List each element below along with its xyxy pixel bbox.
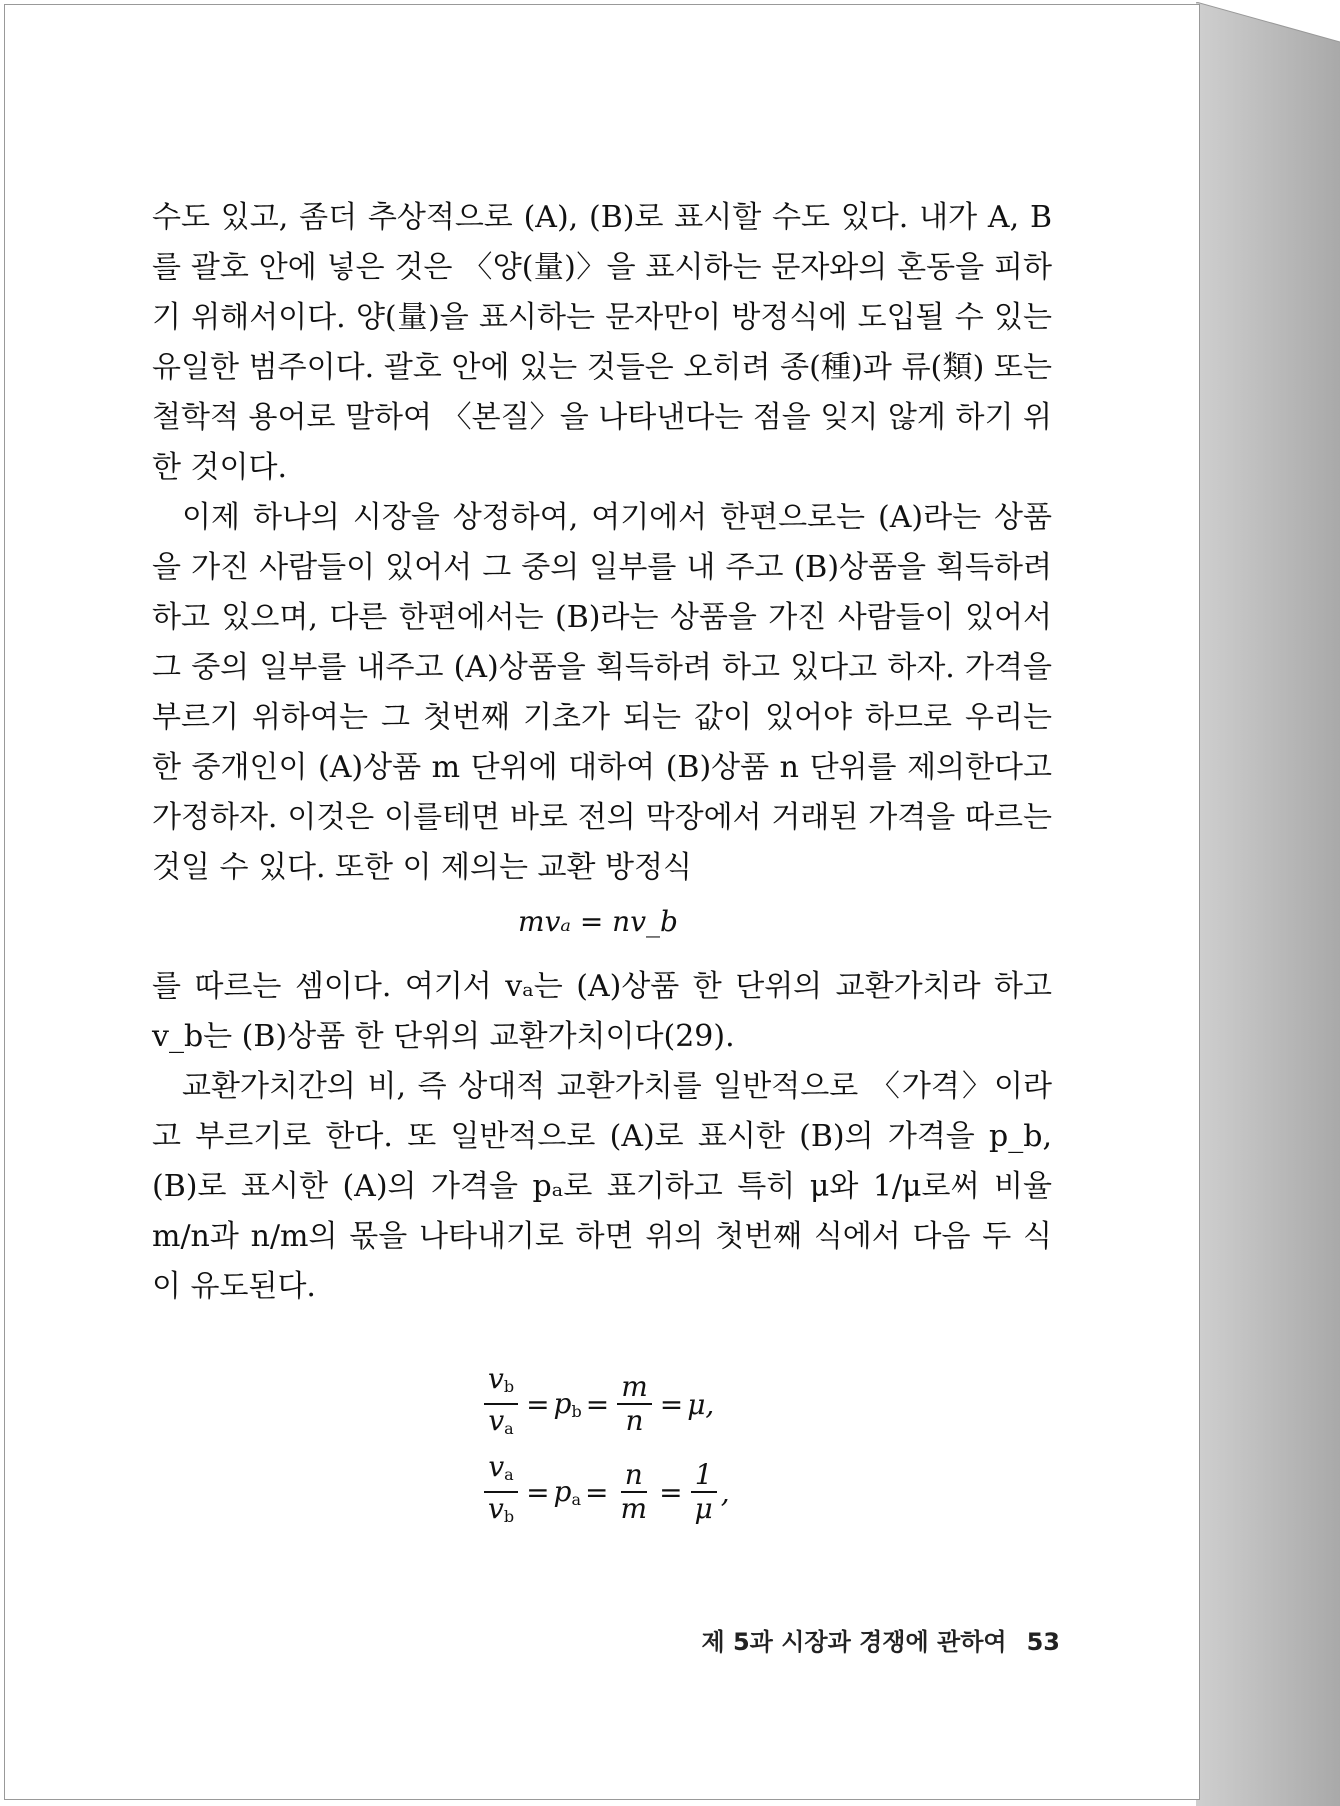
paragraph: 를 따르는 셈이다. 여기서 vₐ는 (A)상품 한 단위의 교환가치라 하고 v_b는 (B)상품 한 단위의 교환가치이다(29). xyxy=(152,969,1052,1054)
fraction: $\frac{vb}{va}$ xyxy=(484,1363,518,1445)
page-footer xyxy=(640,1622,1060,1657)
page-edge-shadow xyxy=(1196,2,1340,1806)
equation-text: mvₐ = nv_b xyxy=(518,905,678,938)
price-symbol: pa xyxy=(553,1475,582,1509)
fraction: $\frac{va}{vb}$ xyxy=(484,1451,518,1533)
formula-row-2: $\frac{va}{vb}$ = pa = $\frac{n}{m}$ = $\frac{1}{\mu}$ , xyxy=(480,1448,780,1536)
paragraph: 이제 하나의 시장을 상정하여, 여기에서 한편으로는 (A)라는 상품을 가진 사람들이 있어서 그 중의 일부를 내 주고 (B)상품을 획득하려 하고 있으며, 다른 한편에서는 (B)라는 상품을 가진 사람들이 있어서 그 중의 일부를 내주고 (A)상품을 획득하려 하고 있다고 하자. 가격을 부르기 위하여는 그 첫번째 기초가 되는 값이 있어야 하므로 우리는 한 중개인이 (A)상품 m 단위에 대하여 (B)상품 n 단위를 제의한다고 가정하자. 이것은 이를테면 바로 전의 막장에서 거래된 가격을 따르는 것일 수 있다. 또한 이 제의는 교환 방정식 xyxy=(152,500,1052,885)
body-text-top xyxy=(152,193,1052,893)
formula-comma: , xyxy=(720,1475,730,1509)
mu-symbol: μ, xyxy=(687,1387,715,1421)
fraction: $\frac{1}{\mu}$ xyxy=(691,1459,717,1525)
paragraph: 수도 있고, 좀더 추상적으로 (A), (B)로 표시할 수도 있다. 내가 A, B를 괄호 안에 넣은 것은 〈양(量)〉을 표시하는 문자와의 혼동을 피하기 위해서이다. 양(量)을 표시하는 문자만이 방정식에 도입될 수 있는 유일한 범주이다. 괄호 안에 있는 것들은 오히려 종(種)과 류(類) 또는 철학적 용어로 말하여 〈본질〉을 나타낸다는 점을 잊지 않게 하기 위한 것이다. xyxy=(152,200,1052,485)
body-text-bottom xyxy=(152,962,1052,1312)
formula-row-1: $\frac{vb}{va}$ = pb = $\frac{m}{n}$ = μ, xyxy=(480,1360,780,1448)
price-formulas xyxy=(480,1360,780,1536)
exchange-equation xyxy=(0,905,1196,938)
fraction: $\frac{n}{m}$ xyxy=(620,1458,648,1525)
fraction: $\frac{m}{n}$ xyxy=(617,1371,652,1437)
price-symbol: pb xyxy=(553,1387,582,1421)
page-number: 53 xyxy=(1026,1628,1060,1656)
running-title: 제 5과 시장과 경쟁에 관하여 xyxy=(701,1628,1007,1656)
paragraph: 교환가치간의 비, 즉 상대적 교환가치를 일반적으로 〈가격〉이라고 부르기로 한다. 또 일반적으로 (A)로 표시한 (B)의 가격을 p_b, (B)로 표시한 (A)의 가격을 pₐ로 표기하고 특히 μ와 1/μ로써 비율 m/n과 n/m의 몫을 나타내기로 하면 위의 첫번째 식에서 다음 두 식이 유도된다. xyxy=(152,1069,1052,1304)
